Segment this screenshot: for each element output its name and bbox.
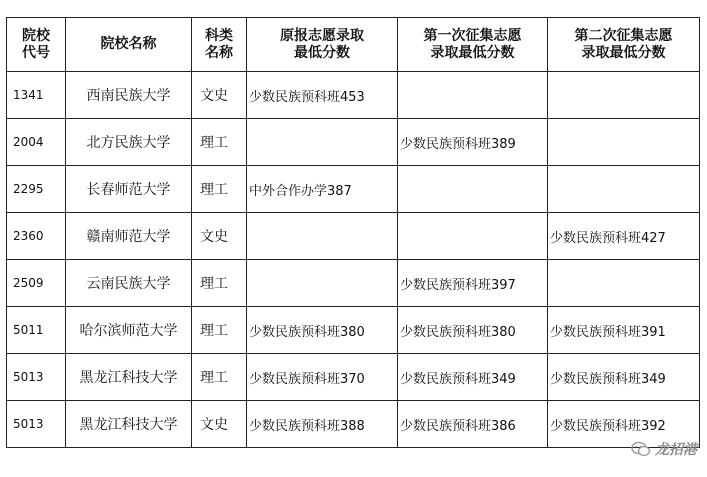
subject-type-cell: 文史 xyxy=(192,72,247,119)
original-score-cell xyxy=(247,260,398,307)
header-first-collection-score: 第一次征集志愿 录取最低分数 xyxy=(398,18,548,72)
table-row xyxy=(7,119,700,166)
header-school-code: 院校 代号 xyxy=(7,18,66,72)
school-name-cell: 黑龙江科技大学 xyxy=(66,354,192,401)
first-collection-score-cell xyxy=(398,166,548,213)
school-name-cell: 哈尔滨师范大学 xyxy=(66,307,192,354)
table-row xyxy=(7,72,700,119)
original-score-cell: 少数民族预科班388 xyxy=(247,401,398,448)
school-code-cell: 5011 xyxy=(7,307,66,354)
school-code-cell: 2004 xyxy=(7,119,66,166)
subject-type-cell: 理工 xyxy=(192,119,247,166)
table-row xyxy=(7,354,700,401)
subject-type-cell: 文史 xyxy=(192,401,247,448)
table-row xyxy=(7,401,700,448)
school-code-cell: 5013 xyxy=(7,401,66,448)
school-code-cell: 2509 xyxy=(7,260,66,307)
school-name-cell: 黑龙江科技大学 xyxy=(66,401,192,448)
first-collection-score-cell: 少数民族预科班397 xyxy=(398,260,548,307)
first-collection-score-cell: 少数民族预科班389 xyxy=(398,119,548,166)
header-original-score: 原报志愿录取 最低分数 xyxy=(247,18,398,72)
original-score-cell xyxy=(247,213,398,260)
watermark xyxy=(631,439,697,459)
school-name-cell: 长春师范大学 xyxy=(66,166,192,213)
original-score-cell: 少数民族预科班370 xyxy=(247,354,398,401)
original-score-cell: 少数民族预科班380 xyxy=(247,307,398,354)
wechat-icon xyxy=(631,441,651,457)
subject-type-cell: 理工 xyxy=(192,354,247,401)
school-name-cell: 北方民族大学 xyxy=(66,119,192,166)
school-name-cell: 云南民族大学 xyxy=(66,260,192,307)
school-code-cell: 2295 xyxy=(7,166,66,213)
header-row xyxy=(7,18,700,72)
original-score-cell xyxy=(247,119,398,166)
header-second-collection-score: 第二次征集志愿 录取最低分数 xyxy=(548,18,700,72)
school-name-cell: 西南民族大学 xyxy=(66,72,192,119)
second-collection-score-cell xyxy=(548,72,700,119)
school-code-cell: 1341 xyxy=(7,72,66,119)
original-score-cell: 少数民族预科班453 xyxy=(247,72,398,119)
second-collection-score-cell: 少数民族预科班427 xyxy=(548,213,700,260)
table-row xyxy=(7,166,700,213)
second-collection-score-cell xyxy=(548,260,700,307)
second-collection-score-cell xyxy=(548,166,700,213)
school-code-cell: 5013 xyxy=(7,354,66,401)
first-collection-score-cell: 少数民族预科班386 xyxy=(398,401,548,448)
subject-type-cell: 理工 xyxy=(192,260,247,307)
header-school-name: 院校名称 xyxy=(66,18,192,72)
first-collection-score-cell xyxy=(398,72,548,119)
admission-score-table xyxy=(6,17,700,448)
second-collection-score-cell: 少数民族预科班391 xyxy=(548,307,700,354)
table-row xyxy=(7,260,700,307)
watermark-text: 龙招港 xyxy=(655,442,697,458)
first-collection-score-cell: 少数民族预科班380 xyxy=(398,307,548,354)
school-name-cell: 赣南师范大学 xyxy=(66,213,192,260)
header-subject-type: 科类 名称 xyxy=(192,18,247,72)
original-score-cell: 中外合作办学387 xyxy=(247,166,398,213)
first-collection-score-cell xyxy=(398,213,548,260)
first-collection-score-cell: 少数民族预科班349 xyxy=(398,354,548,401)
table-row xyxy=(7,213,700,260)
subject-type-cell: 理工 xyxy=(192,307,247,354)
subject-type-cell: 文史 xyxy=(192,213,247,260)
subject-type-cell: 理工 xyxy=(192,166,247,213)
school-code-cell: 2360 xyxy=(7,213,66,260)
second-collection-score-cell: 少数民族预科班349 xyxy=(548,354,700,401)
table-row xyxy=(7,307,700,354)
second-collection-score-cell xyxy=(548,119,700,166)
second-collection-score-cell: 少数民族预科班392 xyxy=(548,401,700,448)
